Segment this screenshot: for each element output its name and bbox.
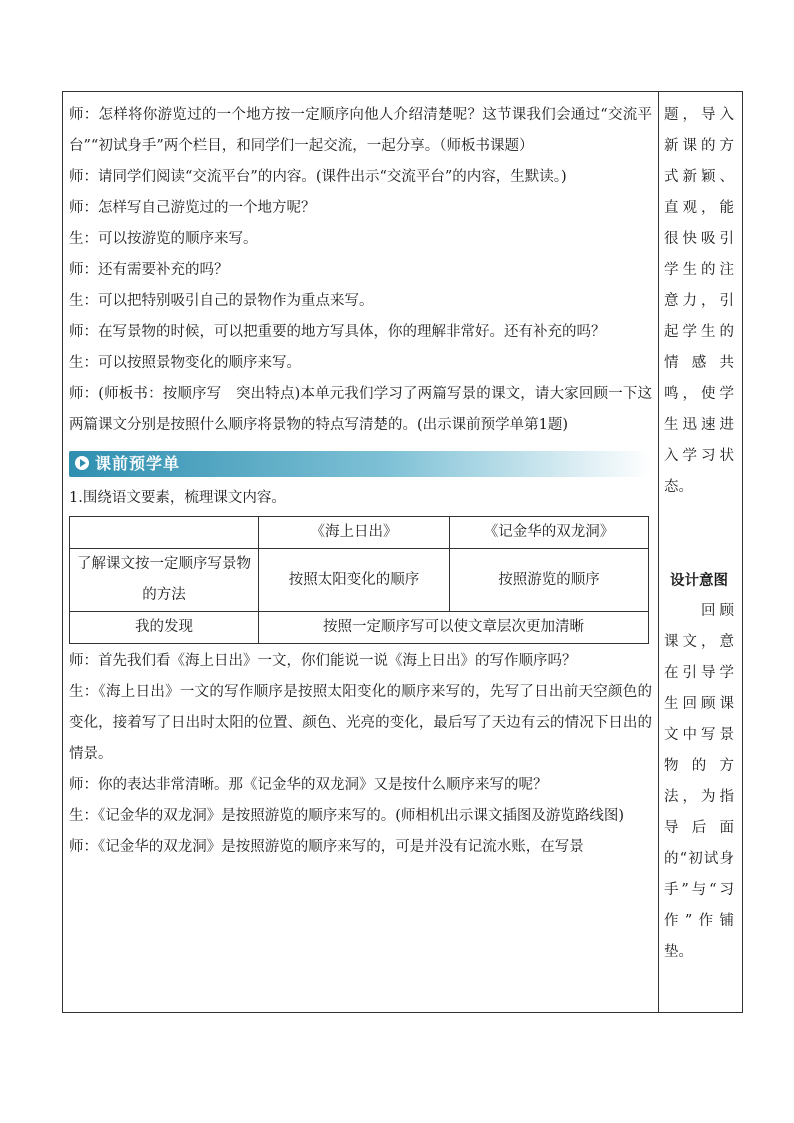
dialogue-line: 师：请同学们阅读“交流平台”的内容。(课件出示“交流平台”的内容，生默读。) [69,169,567,185]
design-intent-title: 设计意图 [670,572,728,589]
table-cell [70,517,259,549]
table-cell: 按照游览的顺序 [450,549,649,612]
table-cell: 我的发现 [70,612,259,644]
side-note: 回顾课文，意在引导学生回顾课文中写景物的方法，为指导后面的“初试身手”与“习作”作铺垫。 [664,603,734,960]
column-divider [658,92,659,1012]
table-cell: 《海上日出》 [259,517,450,549]
text-summary-table [69,516,649,644]
dialogue-line: 生：《海上日出》一文的写作顺序是按照太阳变化的顺序来写的，先写了日出前天空颜色的变化，接着写了日出时太阳的位置、颜色、光亮的变化，最后写了天边有云的情况下日出的情景。 [69,684,652,762]
design-intent-column [664,100,734,968]
dialogue-line: 师：(师板书：按顺序写 突出特点)本单元我们学习了两篇写景的课文，请大家回顾一下这两篇课文分别是按照什么顺序将景物的特点写清楚的。(出示课前预学单第1题) [69,386,652,433]
preview-sheet-banner [69,451,652,477]
dialogue-line: 师：怎样写自己游览过的一个地方呢？ [69,200,316,216]
dialogue-line: 生：可以按游览的顺序来写。 [69,231,258,247]
dialogue-line: 师：首先我们看《海上日出》一文，你们能说一说《海上日出》的写作顺序吗？ [69,653,577,669]
table-cell: 《记金华的双龙洞》 [450,517,649,549]
table-row [70,612,649,644]
dialogue-line: 师：你的表达非常清晰。那《记金华的双龙洞》又是按什么顺序来写的呢？ [69,777,548,793]
play-icon [75,456,89,470]
dialogue-line: 生：《记金华的双龙洞》是按照游览的顺序来写的。(师相机出示课文插图及游览路线图) [69,808,625,824]
side-note: 题，导入新课的方式新颖、直观，能很快吸引学生的注意力，引起学生的情感共鸣，使学生迅速进入学习状态。 [664,107,734,495]
dialogue-line: 生：可以把特别吸引自己的景物作为重点来写。 [69,293,374,309]
table-cell: 了解课文按一定顺序写景物的方法 [70,549,259,612]
banner-label: 课前预学单 [95,454,181,473]
dialogue-line: 生：可以按照景物变化的顺序来写。 [69,355,301,371]
table-cell: 按照太阳变化的顺序 [259,549,450,612]
task-instruction: 1.围绕语文要素，梳理课文内容。 [69,490,286,506]
table-row [70,517,649,549]
table-row [70,549,649,612]
dialogue-line: 师：《记金华的双龙洞》是按照游览的顺序来写的，可是并没有记流水账，在写景 [69,839,584,855]
dialogue-line: 师：在写景物的时候，可以把重要的地方写具体，你的理解非常好。还有补充的吗？ [69,324,606,340]
dialogue-line: 师：还有需要补充的吗？ [69,262,229,278]
table-cell: 按照一定顺序写可以使文章层次更加清晰 [259,612,649,644]
teaching-process-column [69,100,652,863]
dialogue-line: 师：怎样将你游览过的一个地方按一定顺序向他人介绍清楚呢？这节课我们会通过“交流平台”“初试身手”两个栏目，和同学们一起交流，一起分享。（师板书课题） [69,107,652,154]
lesson-table [62,91,743,1013]
